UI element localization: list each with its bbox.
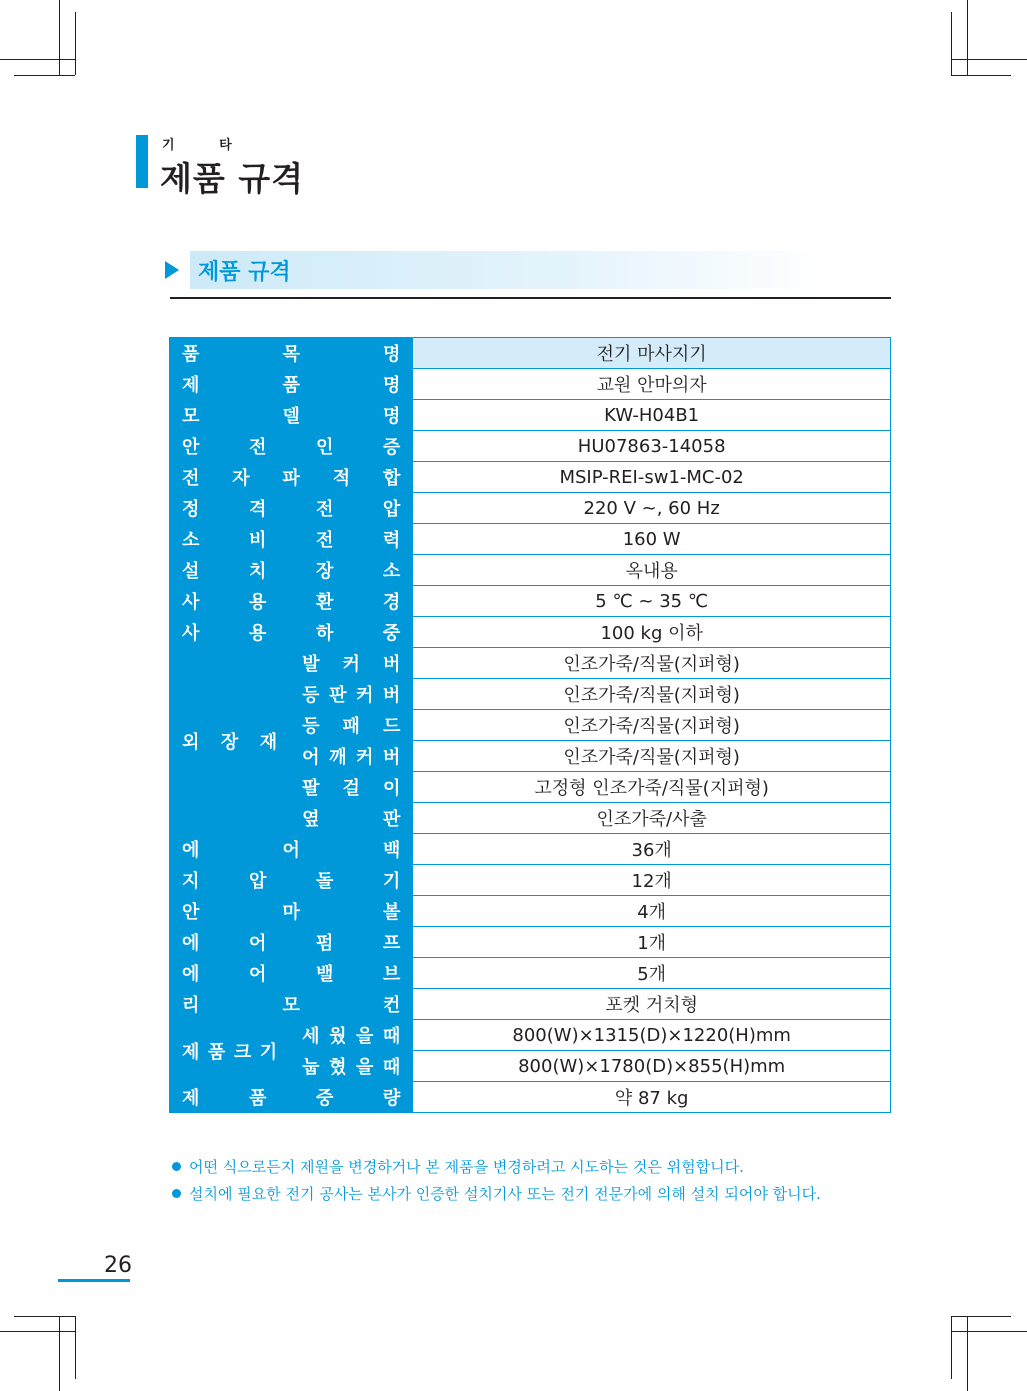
table-row: [170, 927, 891, 958]
spec-value: 4개: [413, 896, 891, 927]
spec-label: [170, 400, 413, 431]
spec-label-char: 안: [182, 437, 200, 458]
spec-value: 12개: [413, 865, 891, 896]
spec-value: 100 kg 이하: [413, 617, 891, 648]
spec-label-char: 패: [342, 716, 360, 737]
note-text: 설치에 필요한 전기 공사는 본사가 인증한 설치기사 또는 전기 전문가에 의해 설치 되어야 합니다.: [189, 1185, 821, 1203]
table-row: [170, 834, 891, 865]
spec-label: [170, 1082, 413, 1113]
spec-label: [170, 958, 413, 989]
spec-value: 인조가죽/직물(지퍼형): [413, 648, 891, 679]
table-row: [170, 865, 891, 896]
spec-label: [170, 431, 413, 462]
spec-label-char: 돌: [315, 871, 334, 892]
spec-label-char: 혔: [329, 1057, 347, 1078]
table-row: [170, 555, 891, 586]
spec-label-char: 커: [342, 654, 360, 675]
spec-label-char: 이: [382, 778, 401, 799]
spec-group-label: [170, 1020, 290, 1082]
spec-label-char: 전: [315, 530, 334, 551]
table-row: [170, 338, 891, 369]
spec-label: [290, 772, 413, 803]
spec-label-char: 밸: [315, 964, 334, 985]
spec-label-char: 소: [182, 530, 200, 551]
spec-label-char: 안: [182, 902, 200, 923]
spec-group-label: [170, 648, 290, 834]
spec-value: 800(W)×1315(D)×1220(H)mm: [413, 1020, 891, 1051]
spec-label-char: 크: [233, 1041, 252, 1063]
spec-label-char: 볼: [382, 902, 401, 923]
spec-label-char: 기: [259, 1041, 278, 1063]
spec-label-char: 품: [207, 1041, 226, 1063]
spec-label-char: 전: [248, 437, 267, 458]
spec-label-char: 합: [382, 468, 401, 489]
spec-label-char: 치: [248, 561, 267, 582]
spec-label-char: 력: [382, 530, 401, 551]
spec-label: [170, 338, 413, 369]
spec-label-char: 델: [282, 406, 300, 427]
table-row: [170, 648, 891, 679]
spec-label: [170, 865, 413, 896]
spec-value: 옥내용: [413, 555, 891, 586]
header-accent-bar: [136, 135, 148, 188]
spec-label: [170, 927, 413, 958]
spec-label-char: 장: [220, 731, 239, 753]
spec-label-char: 깨: [329, 747, 347, 768]
spec-value: 인조가죽/사출: [413, 803, 891, 834]
spec-label-char: 사: [182, 623, 200, 644]
spec-label-char: 용: [248, 623, 267, 644]
spec-label-char: 을: [356, 1026, 374, 1047]
note-item: [172, 1153, 821, 1180]
spec-label: [290, 803, 413, 834]
spec-label: [170, 617, 413, 648]
spec-label-char: 어: [248, 933, 267, 954]
table-row: [170, 586, 891, 617]
spec-value: 포켓 거치형: [413, 989, 891, 1020]
spec-value: 인조가죽/직물(지퍼형): [413, 741, 891, 772]
table-row: [170, 431, 891, 462]
table-row: [170, 1082, 891, 1113]
section-title: 제품 규격: [198, 260, 291, 285]
spec-label-char: 외: [182, 731, 200, 753]
spec-label-char: 품: [248, 1088, 267, 1109]
table-row: [170, 989, 891, 1020]
spec-label-char: 모: [282, 995, 300, 1016]
spec-label-char: 어: [248, 964, 267, 985]
spec-label-char: 설: [182, 561, 200, 582]
spec-label-char: 하: [315, 623, 334, 644]
spec-label-char: 지: [182, 871, 200, 892]
spec-label-char: 인: [315, 437, 334, 458]
spec-value: 약 87 kg: [413, 1082, 891, 1113]
spec-label: [290, 1020, 413, 1051]
spec-label-char: 명: [382, 375, 401, 396]
spec-label-char: 옆: [302, 809, 320, 830]
spec-label-char: 제: [182, 1088, 200, 1109]
spec-label-char: 판: [329, 685, 347, 706]
table-row: [170, 493, 891, 524]
table-row: [170, 462, 891, 493]
spec-value: 전기 마사지기: [413, 338, 891, 369]
spec-label-char: 판: [382, 809, 401, 830]
spec-value: MSIP-REI-sw1-MC-02: [413, 462, 891, 493]
spec-label-char: 목: [282, 344, 300, 365]
spec-value: 1개: [413, 927, 891, 958]
spec-label-char: 모: [182, 406, 200, 427]
spec-label: [170, 834, 413, 865]
spec-label: [290, 741, 413, 772]
spec-value: 인조가죽/직물(지퍼형): [413, 679, 891, 710]
spec-label-char: 리: [182, 995, 200, 1016]
table-row: [170, 1020, 891, 1051]
table-row: [170, 617, 891, 648]
page-number: 26: [104, 1253, 132, 1278]
spec-value: 36개: [413, 834, 891, 865]
spec-value: HU07863-14058: [413, 431, 891, 462]
spec-label-char: 중: [315, 1088, 334, 1109]
spec-label-char: 마: [282, 902, 300, 923]
spec-label-char: 세: [302, 1026, 320, 1047]
spec-label-char: 에: [182, 964, 200, 985]
spec-label-char: 팔: [302, 778, 320, 799]
spec-value: 5개: [413, 958, 891, 989]
spec-label: [290, 710, 413, 741]
spec-label-char: 환: [315, 592, 334, 613]
spec-label-char: 프: [382, 933, 401, 954]
spec-label-char: 용: [248, 592, 267, 613]
spec-label-char: 증: [382, 437, 401, 458]
bullet-dot-icon: [172, 1162, 181, 1171]
spec-label-char: 때: [382, 1057, 401, 1078]
header-category: 기 타: [162, 138, 252, 153]
spec-value: 220 V ~, 60 Hz: [413, 493, 891, 524]
notes: [172, 1153, 821, 1207]
spec-label-char: 격: [248, 499, 267, 520]
spec-label: [170, 555, 413, 586]
spec-label: [170, 524, 413, 555]
spec-value: 교원 안마의자: [413, 369, 891, 400]
spec-label-char: 제: [182, 1041, 200, 1063]
table-row: [170, 400, 891, 431]
bullet-dot-icon: [172, 1189, 181, 1198]
table-row: [170, 369, 891, 400]
spec-label-char: 중: [382, 623, 401, 644]
spec-value: 고정형 인조가죽/직물(지퍼형): [413, 772, 891, 803]
spec-value: 5 ℃ ~ 35 ℃: [413, 586, 891, 617]
table-row: [170, 896, 891, 927]
table-row: [170, 524, 891, 555]
spec-label-char: 버: [382, 685, 401, 706]
spec-label-char: 명: [382, 406, 401, 427]
spec-label-char: 눕: [302, 1057, 320, 1078]
spec-label-char: 웠: [329, 1026, 347, 1047]
spec-label-char: 커: [356, 685, 374, 706]
spec-label-char: 사: [182, 592, 200, 613]
spec-label-char: 펌: [315, 933, 334, 954]
spec-label-char: 어: [302, 747, 320, 768]
spec-label-char: 품: [182, 344, 200, 365]
spec-label-char: 품: [282, 375, 300, 396]
spec-label: [170, 493, 413, 524]
spec-label-char: 량: [382, 1088, 401, 1109]
spec-label: [170, 896, 413, 927]
spec-label-char: 버: [382, 747, 401, 768]
spec-label-char: 드: [382, 716, 401, 737]
page-number-underline: [58, 1279, 130, 1282]
spec-label-char: 버: [382, 654, 401, 675]
spec-label: [290, 648, 413, 679]
spec-label-char: 기: [382, 871, 401, 892]
spec-label-char: 컨: [382, 995, 401, 1016]
note-item: [172, 1180, 821, 1207]
spec-label-char: 때: [382, 1026, 401, 1047]
spec-value: KW-H04B1: [413, 400, 891, 431]
spec-label-char: 브: [382, 964, 401, 985]
spec-label: [290, 679, 413, 710]
spec-label-char: 등: [302, 685, 320, 706]
spec-label-char: 압: [382, 499, 401, 520]
spec-label-char: 발: [302, 654, 320, 675]
triangle-bullet-icon: [165, 261, 179, 279]
spec-label-char: 자: [232, 468, 250, 489]
spec-label-char: 을: [356, 1057, 374, 1078]
spec-label: [170, 462, 413, 493]
spec-label-char: 걸: [342, 778, 360, 799]
spec-label-char: 압: [248, 871, 267, 892]
spec-value: 인조가죽/직물(지퍼형): [413, 710, 891, 741]
spec-table: [169, 337, 891, 1113]
section-divider: [170, 297, 891, 299]
spec-label-char: 에: [182, 840, 200, 861]
spec-label-char: 에: [182, 933, 200, 954]
spec-label-char: 비: [248, 530, 267, 551]
spec-label-char: 명: [382, 344, 401, 365]
spec-label: [170, 586, 413, 617]
spec-label-char: 파: [282, 468, 300, 489]
spec-label-char: 제: [182, 375, 200, 396]
spec-label-char: 장: [315, 561, 334, 582]
spec-label-char: 백: [382, 840, 401, 861]
spec-value: 160 W: [413, 524, 891, 555]
spec-label: [170, 369, 413, 400]
spec-label-char: 등: [302, 716, 320, 737]
spec-label-char: 경: [382, 592, 401, 613]
note-text: 어떤 식으로든지 제원을 변경하거나 본 제품을 변경하려고 시도하는 것은 위험합니다.: [189, 1158, 744, 1176]
spec-label-char: 적: [332, 468, 351, 489]
spec-label-char: 소: [382, 561, 401, 582]
spec-label-char: 전: [182, 468, 200, 489]
spec-value: 800(W)×1780(D)×855(H)mm: [413, 1051, 891, 1082]
spec-label-char: 어: [282, 840, 300, 861]
spec-label: [170, 989, 413, 1020]
spec-label-char: 정: [182, 499, 200, 520]
spec-label: [290, 1051, 413, 1082]
spec-label-char: 재: [259, 731, 278, 753]
spec-label-char: 커: [356, 747, 374, 768]
table-row: [170, 958, 891, 989]
spec-label-char: 전: [315, 499, 334, 520]
page-title: 제품 규격: [160, 159, 305, 198]
